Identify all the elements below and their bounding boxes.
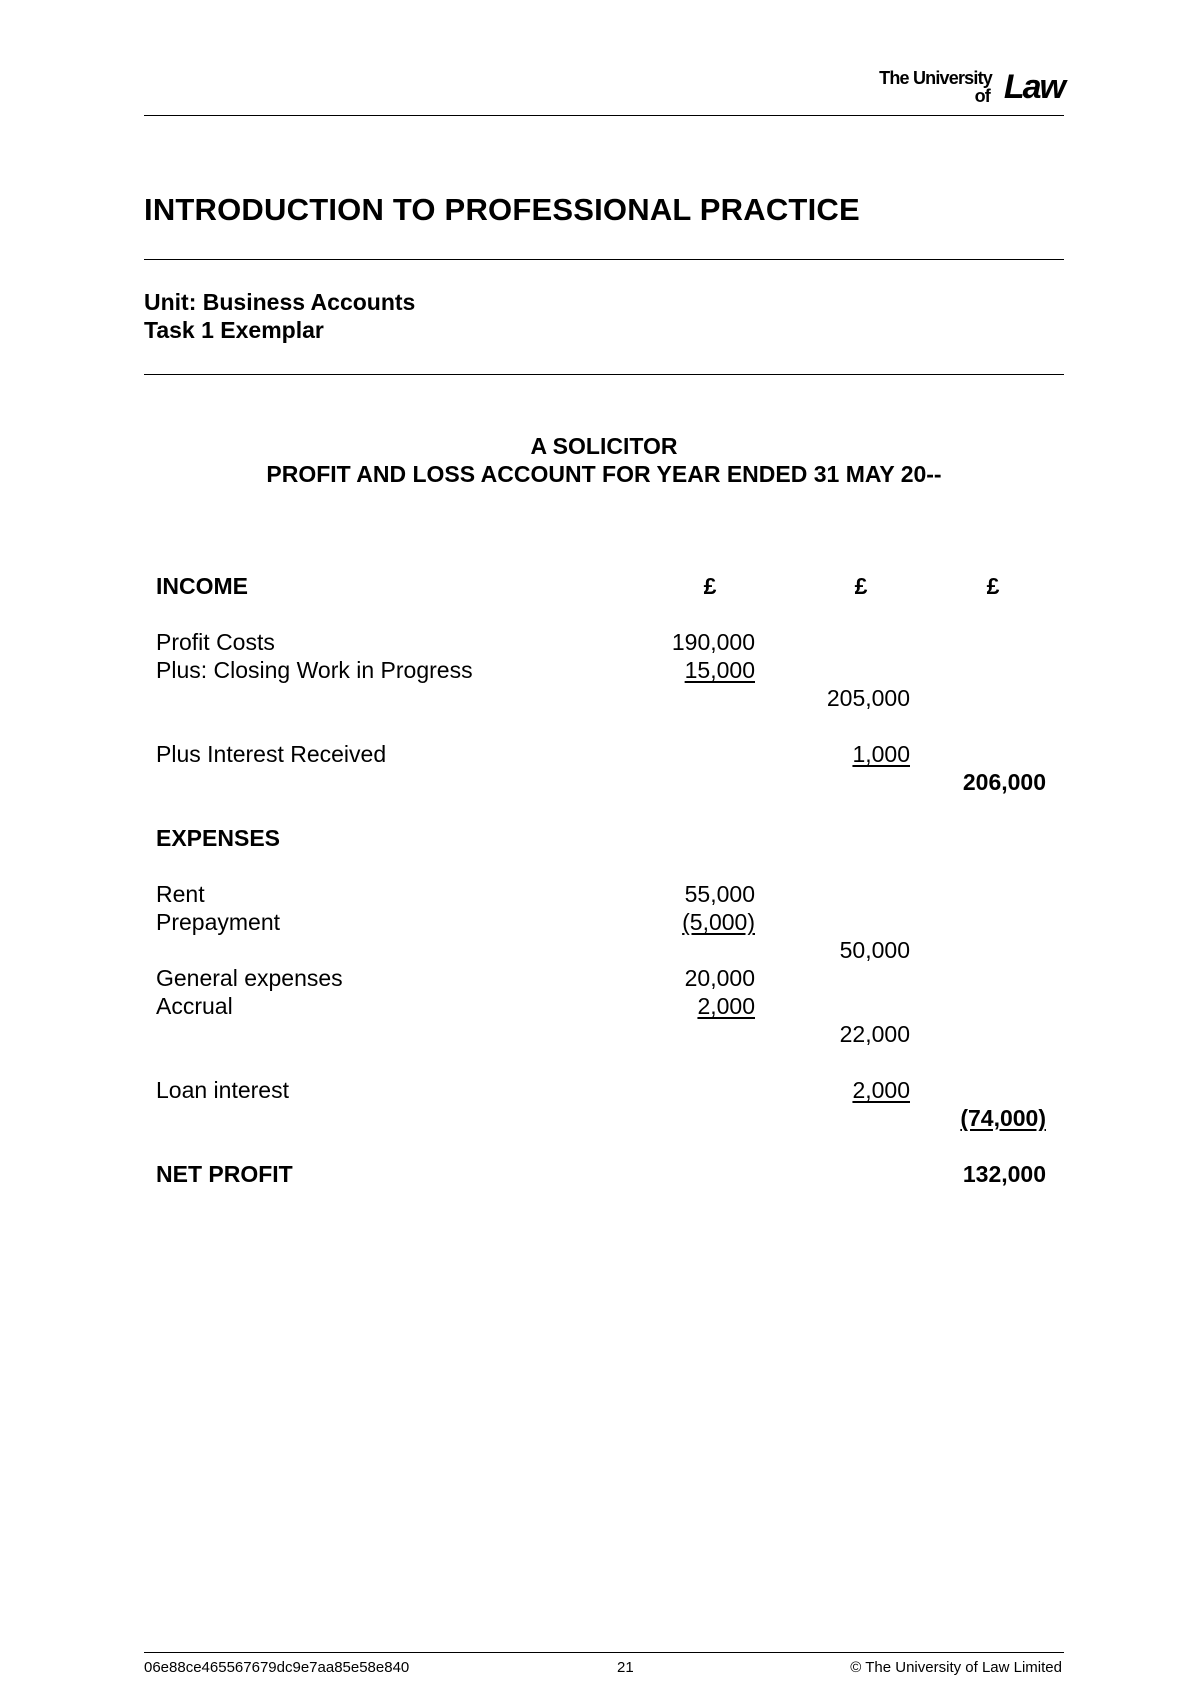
rent-net-value: 50,000 [839,937,910,963]
footer-copyright: © The University of Law Limited [850,1659,1062,1676]
task-name: Task 1 Exemplar [144,317,324,343]
loan-interest-label: Loan interest [156,1077,289,1103]
general-expenses-value: 20,000 [684,965,755,991]
profit-costs-label: Profit Costs [156,629,275,655]
general-expenses-label: General expenses [156,965,343,991]
rent-value: 55,000 [684,881,755,907]
loan-interest-value: 2,000 [852,1077,910,1103]
interest-received-label: Plus Interest Received [156,741,387,767]
footer-page-number: 21 [617,1659,634,1676]
university-of-law-logo [844,66,1064,106]
income-heading: INCOME [156,573,248,599]
prepayment-value: (5,000) [682,909,755,935]
statement-entity: A SOLICITOR [530,433,678,459]
currency-column-3: £ [986,573,1000,599]
closing-wip-value: 15,000 [684,657,755,683]
general-net-value: 22,000 [839,1021,910,1047]
accrual-value: 2,000 [697,993,755,1019]
unit-divider [144,374,1064,375]
accrual-label: Accrual [156,993,233,1019]
net-profit-value: 132,000 [962,1161,1046,1187]
footer-document-id: 06e88ce465567679dc9e7aa85e58e840 [144,1659,410,1676]
income-subtotal: 205,000 [826,685,910,711]
net-profit-label: NET PROFIT [156,1161,293,1187]
closing-wip-label: Plus: Closing Work in Progress [156,657,473,683]
expenses-heading: EXPENSES [156,825,280,851]
prepayment-label: Prepayment [156,909,281,935]
header-divider [144,115,1064,116]
interest-received-value: 1,000 [852,741,910,767]
logo-text-line3: Law [1003,68,1064,106]
logo-text-line2: of [974,86,990,106]
currency-column-1: £ [703,573,717,599]
statement-title: PROFIT AND LOSS ACCOUNT FOR YEAR ENDED 31 MAY 20-- [266,461,942,487]
unit-name: Unit: Business Accounts [144,289,416,315]
title-divider [144,259,1064,260]
rent-label: Rent [156,881,205,907]
profit-costs-value: 190,000 [671,629,755,655]
expenses-total: (74,000) [960,1105,1046,1131]
income-total: 206,000 [962,769,1046,795]
document-title: INTRODUCTION TO PROFESSIONAL PRACTICE [144,192,860,227]
logo-text-line1: The University [879,68,992,88]
currency-column-2: £ [854,573,868,599]
footer-divider [144,1652,1064,1653]
